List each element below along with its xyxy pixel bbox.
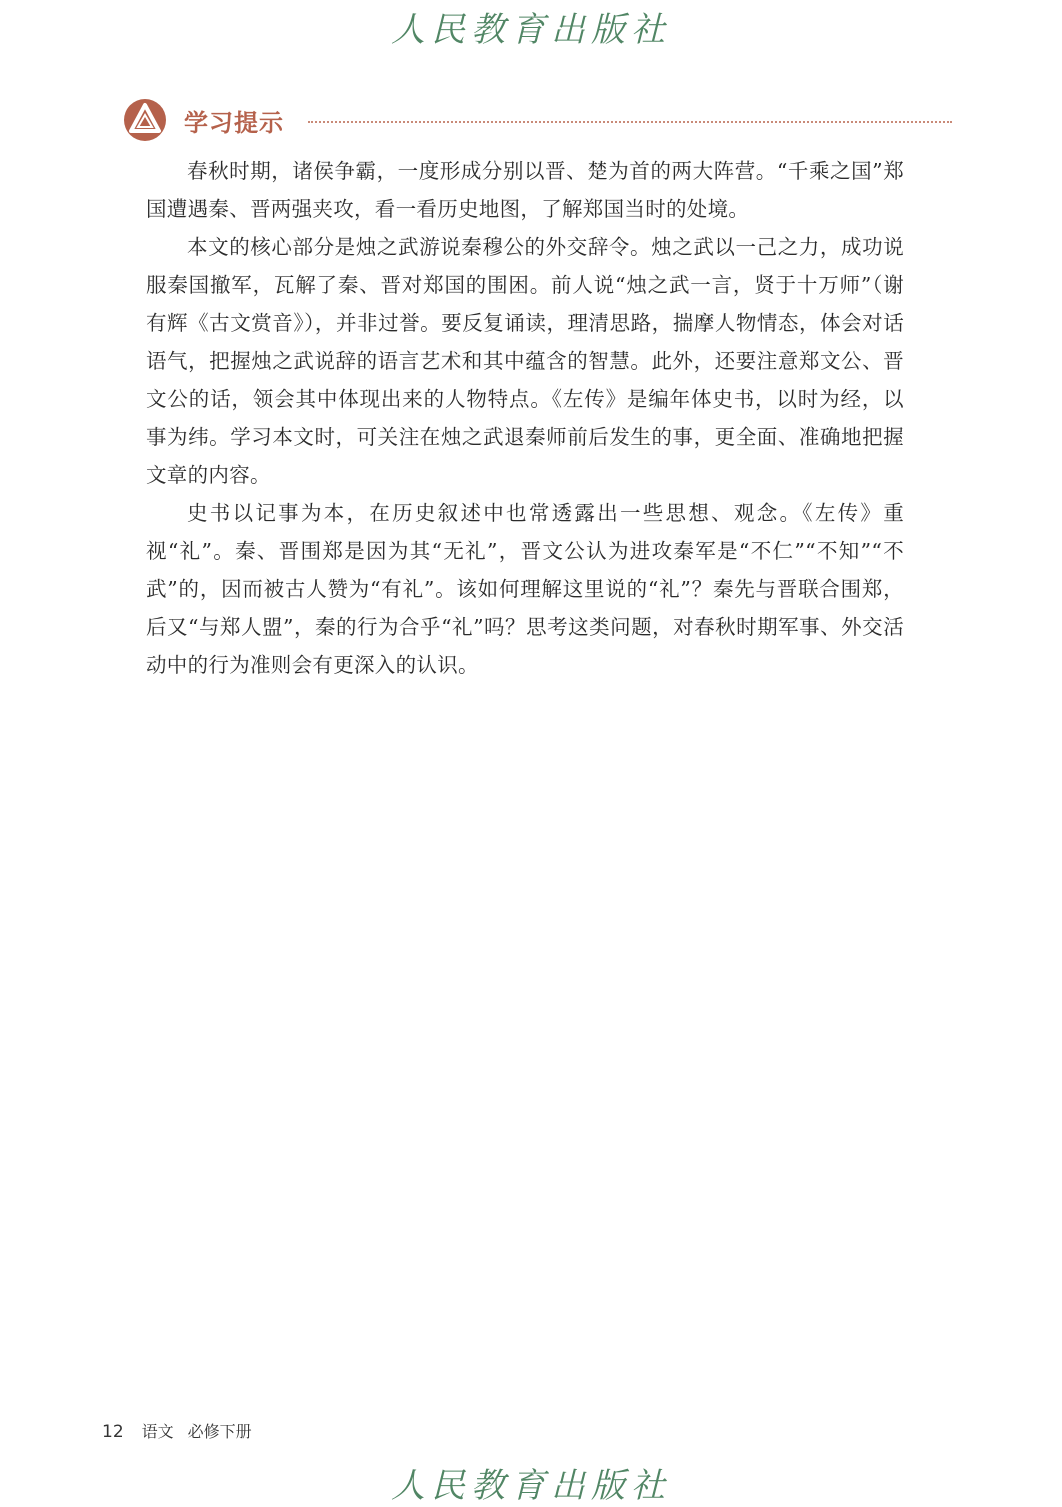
page-footer [102, 1419, 252, 1442]
triangle-emblem-icon [122, 98, 168, 142]
paragraph-1: 春秋时期，诸侯争霸，一度形成分别以晋、楚为首的两大阵营。“千乘之国”郑国遭遇秦、晋两强夹攻，看一看历史地图，了解郑国当时的处境。 [146, 159, 904, 221]
paragraph-3: 史书以记事为本，在历史叙述中也常透露出一些思想、观念。《左传》重视“礼”。秦、晋围郑是因为其“无礼”，晋文公认为进攻秦军是“不仁”“不知”“不武”的，因而被古人赞为“有礼”。该如何理解这里说的“礼”？秦先与晋联合围郑，后又“与郑人盟”，秦的行为合乎“礼”吗？思考这类问题，对春秋时期军事、外交活动中的行为准则会有更深入的认识。 [146, 501, 904, 677]
publisher-watermark-top: 人民教育出版社 [391, 10, 671, 50]
study-tips-body [146, 152, 904, 684]
volume-label: 必修下册 [187, 1422, 252, 1441]
publisher-watermark-bottom: 人民教育出版社 [391, 1466, 671, 1506]
paragraph-2: 本文的核心部分是烛之武游说秦穆公的外交辞令。烛之武以一己之力，成功说服秦国撤军，瓦解了秦、晋对郑国的围困。前人说“烛之武一言，贤于十万师”（谢有辉《古文赏音》），并非过誉。要反复诵读，理清思路，揣摩人物情态，体会对话语气，把握烛之武说辞的语言艺术和其中蕴含的智慧。此外，还要注意郑文公、晋文公的话，领会其中体现出来的人物特点。《左传》是编年体史书，以时为经，以事为纬。学习本文时，可关注在烛之武退秦师前后发生的事，更全面、准确地把握文章的内容。 [146, 235, 904, 487]
dotted-divider [308, 121, 952, 123]
section-title: 学习提示 [184, 108, 284, 137]
section-header [122, 98, 952, 142]
subject-label: 语文 [141, 1422, 174, 1441]
page-number: 12 [102, 1422, 124, 1442]
